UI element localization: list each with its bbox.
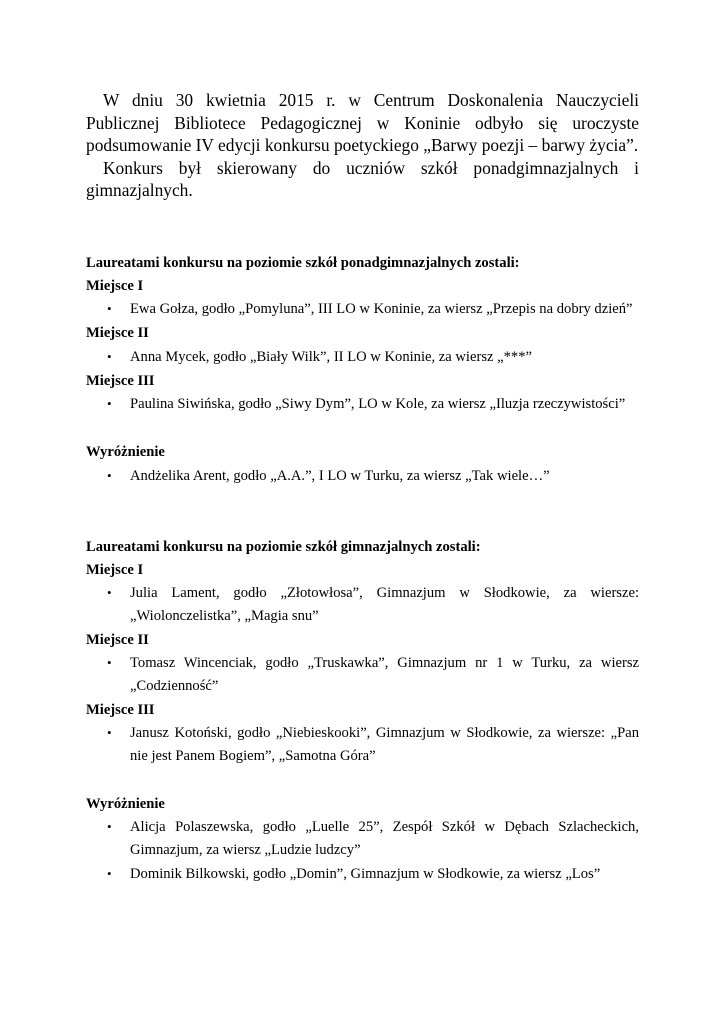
entry-list: [86, 465, 639, 488]
bullet-icon: •: [107, 655, 112, 670]
distinction-heading: Wyróżnienie: [86, 444, 165, 460]
intro-paragraph: Konkurs był skierowany do uczniów szkół ponadgimnazjalnych i gimnazjalnych.: [86, 157, 639, 200]
list-item: [86, 465, 639, 488]
intro: [86, 89, 639, 202]
intro-paragraph: W dniu 30 kwietnia 2015 r. w Centrum Doskonalenia Nauczycieli Publicznej Bibliotece Pedagogicznej w Koninie odbyło się uroczyste podsumowanie IV edycji konkursu poetyckiego „Barwy poezji – barwy życia”.: [86, 90, 639, 155]
entry-text: Paulina Siwińska, godło „Siwy Dym”, LO w Kole, za wiersz „Iluzja rzeczywistości”: [130, 396, 626, 412]
bullet-icon: •: [107, 725, 112, 740]
bullet-icon: •: [107, 819, 112, 834]
list-item: [86, 652, 639, 697]
section-title: Laureatami konkursu na poziomie szkół ponadgimnazjalnych zostali:: [86, 254, 520, 271]
place-heading: Miejsce III: [86, 701, 155, 718]
list-item: [86, 298, 639, 321]
entry-list: [86, 652, 639, 697]
place-heading: Miejsce I: [86, 561, 144, 578]
entry-text: Anna Mycek, godło „Biały Wilk”, II LO w Koninie, za wiersz „***”: [130, 348, 532, 365]
entry-text: Janusz Kotoński, godło „Niebieskooki”, Gimnazjum w Słodkowie, za wiersze: „Pan nie jest Panem Bogiem”, „Samotna Góra”: [130, 725, 639, 764]
place-heading: Miejsce II: [86, 325, 149, 341]
spacer: [86, 769, 639, 793]
entry-text: Julia Lament, godło „Złotowłosa”, Gimnazjum w Słodkowie, za wiersze: „Wiolonczelistka”, „Magia snu”: [130, 585, 639, 624]
entry-list: [86, 298, 639, 321]
spacer: [86, 202, 639, 252]
bullet-icon: •: [107, 301, 112, 316]
entry-list: [86, 816, 639, 885]
list-item: [86, 582, 639, 627]
bullet-icon: •: [107, 467, 112, 483]
spacer: [86, 489, 639, 536]
list-item: [86, 816, 639, 861]
entry-text: Andżelika Arent, godło „A.A.”, I LO w Turku, za wiersz „Tak wiele…”: [130, 467, 550, 484]
entry-text: Dominik Bilkowski, godło „Domin”, Gimnazjum w Słodkowie, za wiersz „Los”: [130, 865, 601, 882]
spacer: [86, 417, 639, 441]
entry-list: [86, 393, 639, 416]
list-item: [86, 722, 639, 767]
entry-text: Ewa Gołza, godło „Pomyluna”, III LO w Koninie, za wiersz „Przepis na dobry dzień”: [130, 301, 633, 317]
bullet-icon: •: [107, 348, 112, 364]
entry-text: Alicja Polaszewska, godło „Luelle 25”, Zespół Szkół w Dębach Szlacheckich, Gimnazjum, za wiersz „Ludzie ludzcy”: [130, 819, 639, 858]
bullet-icon: •: [107, 585, 112, 600]
entry-list: [86, 346, 639, 369]
place-heading: Miejsce I: [86, 277, 144, 294]
list-item: [86, 863, 639, 886]
list-item: [86, 346, 639, 369]
document-page: [86, 89, 639, 887]
entry-text: Tomasz Wincenciak, godło „Truskawka”, Gimnazjum nr 1 w Turku, za wiersz „Codzienność”: [130, 655, 639, 694]
section-ponadgimnazjalne: [86, 252, 639, 488]
entry-list: [86, 722, 639, 767]
place-heading: Miejsce III: [86, 372, 155, 389]
entry-list: [86, 582, 639, 627]
bullet-icon: •: [107, 865, 112, 881]
section-title: Laureatami konkursu na poziomie szkół gimnazjalnych zostali:: [86, 538, 481, 555]
bullet-icon: •: [107, 396, 112, 411]
list-item: [86, 393, 639, 416]
place-heading: Miejsce II: [86, 631, 149, 648]
distinction-heading: Wyróżnienie: [86, 795, 165, 812]
section-gimnazjalne: [86, 536, 639, 886]
